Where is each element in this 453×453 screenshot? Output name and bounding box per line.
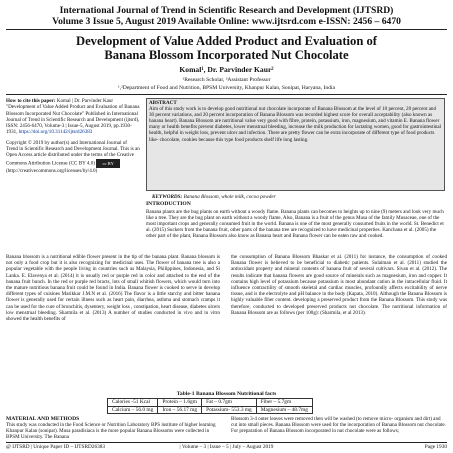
cc-license-icon: cc BY: [96, 159, 120, 168]
affiliation-divider: [6, 94, 447, 95]
methods-section: [6, 416, 447, 440]
table-cell: Protein – 1.6gm: [158, 399, 202, 407]
affiliation-department: ¹,²Department of Food and Nutrition, BPSM University, Khanpur Kalan, Sonipat, Haryana, India: [118, 85, 335, 91]
table-cell: Magnesium – 48.7mg: [256, 406, 312, 414]
abstract-text: Aim of this study work is to develop good nutritional nut chocolate incorporate of Banana Blossom at the level of 10 percent, 20 percent and 30 percent variations, and 20 percent incorporation of Banana Blossom was recorded highest score for overall acceptability (also known as banana heart). Banana Blossom are nutritional value very good with fibre, protein, potassium, iron, magnesium, and vitamin E. Banana flower many or health benefits prevent diabetes, lower menstrual bleeding, increase the milk production for lactating women, good for gastrointestinal health, helpful in weight loss, prevent ulcer and infection. There are pretty flower can be extra incorporate of different type of food products like- chocolate, cookies because this type food products shelf life long lasting.: [149, 106, 442, 143]
keywords-text: Banana Blossom, whole milk, cocoa powder: [183, 194, 276, 200]
body-right-paragraph: the consumption of Banana Blossom Bhaskar et al. (2011) for instance, the consumption of cooked Banana flower is believed to be beneficial to diabetic patients. Sulaiman et al. (2011) studied the antioxidant property and mineral contents of banana fruit of several cultivars. Sivan et al. (2012). The results indicate that banana flowers are good source of minerals such as magnesium, iron and copper. It contains high level of potassium because potassium is most abundant cation in the intracellular fluid. It influence contractility of smooth skeletal and cardiac muscles, profoundly affects excitability of nerve tissue, and is the electrolyte and pH balance in the body (Kapata, 2010). Although the Banana Blossom is highly valuable fiber content. developing a preserved product from the Banana Blossom. This study was therefore, conducted to developed preserved products nut chocolate. The nutritional information of Banana Blossom are as follows (per 100g): (Sharmila, et al 2013).: [231, 254, 447, 316]
citation-block: [6, 98, 140, 136]
copyright-text: Copyright © 2019 by author(s) and International Journal of Trend in Scientific Research and Development Journal. This is an Open Access article distributed under the terms of the Creative Commons Attribution License (CC BY 4.0): [6, 139, 140, 167]
methods-heading: MATERIAL AND METHODS: [6, 416, 80, 422]
table-cell: Fiber – 5.7gm: [256, 399, 312, 407]
footer-left: @ IJTSRD | Unique Paper ID – IJTSRD26383: [6, 444, 106, 450]
affiliation-roles: ¹Research Scholar, ²Assistant Professor: [182, 77, 271, 83]
introduction-text: Banana plants are the bug plants on earth without a woody flame. Banana plants can becomes to heights up to nine (9) meters and look very much like a tree. They are the bug plant on earth without a woody flame. Also, Banana is a fruit of the genus Musa of the family Musaceae, one of the most important crops and generally consumed fruit in the world. Banana is one of the most generally consumed fruits in the world. St. Benedict et al. (2015) Suckers from the banana fruit, other parts of the banana tree are recognized to have medicinal properties. Kanchana et al. (2005) the other part of the plant, Banana Blossom also know as Banana heart and Banana flower can be eaten raw and cooked.: [146, 209, 444, 240]
footer-center: | Volume – 3 | Issue – 5 | July – August 2019: [179, 444, 274, 450]
methods-right: Blossom 3-4 outer leaves were removed then will be washed (to remove micro- organism and dirt) and cut into small pieces. Banana Blossom were used for the incorporation of Banana Blossom nut chocolate. For preparation of Banana Blossom incorporated in nut chocolate were as follows;: [231, 416, 446, 434]
citation-label: How to cite this paper:: [6, 98, 56, 104]
table-row: [108, 406, 313, 414]
table-cell: Calcium – 56.0 mg: [108, 406, 158, 414]
table-cell: Fat – 0.7gm: [202, 399, 257, 407]
license-url[interactable]: (http://creativecommons.org/licenses/by/4.0): [6, 167, 98, 174]
keywords: [152, 194, 447, 200]
journal-header: [6, 5, 447, 27]
footer-divider: [6, 442, 447, 443]
keywords-label: KEYWORDS:: [152, 194, 183, 200]
body-two-column: [6, 254, 447, 388]
introduction-heading: INTRODUCTION: [146, 201, 191, 207]
table-cell: Potassium- 553.3 mg: [202, 406, 257, 414]
paper-title: [20, 34, 433, 62]
paper-title-line1: Development of Value Added Product and Evaluation of: [75, 34, 377, 48]
table-cell: Calories -51 Kcal: [108, 399, 158, 407]
header-divider: [6, 29, 447, 30]
nutrition-table: [107, 398, 313, 414]
methods-left: [6, 416, 220, 440]
footer-page-number: Page 1930: [424, 444, 447, 450]
citation-doi-link[interactable]: https://doi.org/10.31142/ijtsrd26383: [18, 129, 93, 136]
citation-column: [6, 98, 140, 252]
body-left-paragraph: Banana blossom is a nutritional edible flower present in the tip of the banana plant. Banana blossom is not only a food crop but it is also recognizing for medicinal uses. The flower of banana tree is also a popular vegetable with the people living in countries such as Malaysia, Philippines, Indonesia, and Si Lanka. E. Elavenya et al. (2014) it is usually red or purple red in color and attached to the end of the banana fruit bunch. In the red or purple red bracts, lots of small whitish flowers, which would turn into the mature nutritious banana fruit could be found in India. Banana flower is cooked to serve in develop different types of cuisines Marikkar J.M.N et al. (2016) The flavor is a little starchy and bitter banana flower is generally used for certain illness such as heart pain, diarrhea, asthma and stomach cramps it can be used for the cure of bronchitis, dysentery, weight loss , constipation, heart disease, diabetes ulcers low menstrual bleeding. Sharmila et al. (2013) A number of studies conducted in vivo and in vitro showed the health benefits of: [6, 254, 220, 323]
table-row: [108, 399, 313, 407]
paper-title-line2: Banana Blossom Incorporated Nut Chocolate: [104, 48, 349, 62]
journal-volume-line: Volume 3 Issue 5, August 2019 Available Online: www.ijtsrd.com e-ISSN: 2456 – 6470: [52, 16, 401, 27]
abstract-label: ABSTRACT: [149, 100, 177, 106]
copyright-block: [6, 140, 140, 174]
table-caption: Table-1 Banana Blossom Nutritional facts: [176, 391, 277, 397]
journal-title: International Journal of Trend in Scientific Research and Development (IJTSRD): [59, 5, 394, 16]
table-cell: Iron – 56.17 mg: [158, 406, 202, 414]
authors: Komal¹, Dr. Parvinder Kaur²: [179, 65, 274, 74]
abstract-column: [146, 98, 447, 252]
abstract-box: [146, 98, 445, 191]
citation-text: Komal | Dr. Parvinder Kaur "Development of Value Added Product and Evaluation of Banana Blossom Incorporated Nut Chocolate" Published in International Journal of Trend in Scientific Research and Development (ijtsrd), ISSN: 2456-6470, Volume-3 | Issue-5, August 2019, pp.1930-1931,: [6, 98, 140, 136]
methods-text: This study was conducted in the Food Science or Nutrition Laboratory BPS institute of higher learning Khanpur Kalan (sonipat). Musa paradisiaca is the more popular Banana Blossoms were collected in BPSM University. The Banana: [6, 422, 216, 440]
